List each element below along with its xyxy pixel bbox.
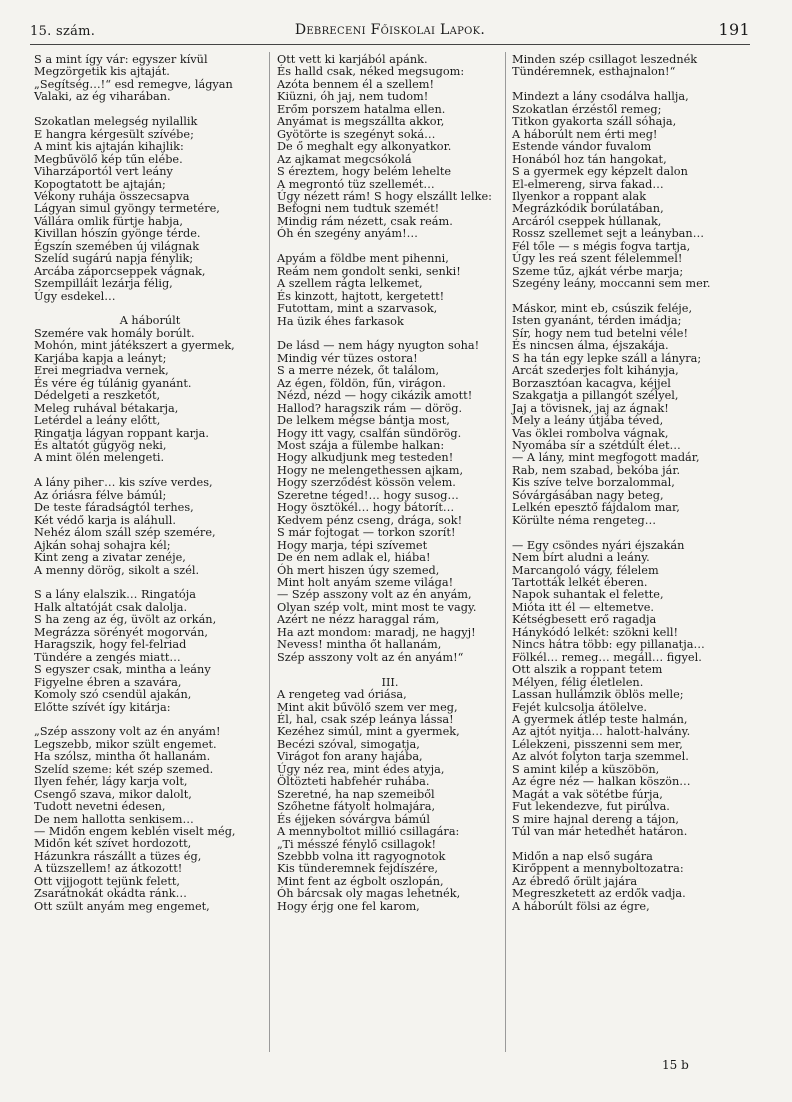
- poem-line: Nézd, nézd — hogy cikázik amott!: [277, 389, 473, 403]
- poem-line: Óh mert hiszen úgy szemed,: [277, 563, 440, 577]
- poem-line: S ha tán egy lepke száll a lányra;: [512, 351, 702, 365]
- poem-line: Midőn a nap első sugára: [512, 849, 653, 863]
- column-divider: [505, 52, 506, 1052]
- poem-line: Öltözteti habfehér ruhába.: [277, 775, 430, 789]
- poem-line: Kezéhez simúl, mint a gyermek,: [277, 725, 460, 739]
- poem-line: Szokatlan melegség nyilallik: [34, 115, 198, 129]
- poem-line: A mint kis ajtaján kihajlik:: [34, 140, 184, 154]
- poem-line: Rab, nem szabad, bekóba jár.: [512, 463, 681, 477]
- poem-line: Szempilláit lezárja félig,: [34, 277, 173, 291]
- poem-line: Valaki, az ég viharában.: [34, 90, 171, 104]
- poem-line: Kivillan hószín gyönge térde.: [34, 227, 201, 241]
- poem-line: Meleg ruhával bétakarja,: [34, 401, 179, 415]
- poem-line: És altatót gügyög neki,: [34, 439, 167, 453]
- poem-line: Ott vijjogott tejünk felett,: [34, 874, 180, 888]
- poem-line: És vére ég túlánig gyanánt.: [34, 376, 192, 390]
- poem-line: „Ti mésszé fénylő csillagok!: [277, 837, 437, 851]
- poem-line: — Midőn engem keblén viselt még,: [34, 825, 236, 839]
- poem-line: S a merre nézek, őt találom,: [277, 364, 440, 378]
- poem-line: Ha szólsz, mintha őt hallanám.: [34, 750, 211, 764]
- poem-line: Olyan szép volt, mint most te vagy.: [277, 600, 477, 614]
- poem-line: S egyszer csak, mintha a leány: [34, 663, 211, 677]
- poem-line: Tartották lelkét éberen.: [512, 575, 648, 589]
- poem-line: El-elmereng, sirva fakad…: [512, 177, 664, 191]
- poem-line: Ha üzik éhes farkasok: [277, 314, 404, 328]
- poem-line: Szakgatja a pillangót szélyel,: [512, 389, 679, 403]
- poem-line: Azóta bennem él a szellem!: [277, 77, 435, 91]
- poem-line: Titkon gyakorta száll sóhaja,: [512, 115, 677, 129]
- poem-line: Szelíd szeme: két szép szemed.: [34, 762, 214, 776]
- poem-line: Nincs hátra több: egy pillanatja…: [512, 638, 705, 652]
- poem-line: Nyomába sír a szétdúlt élet…: [512, 439, 681, 453]
- poem-line: S a mint így vár: egyszer kívül: [34, 53, 208, 66]
- poem-line: Lassan hullámzik öblös melle;: [512, 688, 684, 702]
- poem-line: Ringatja lágyan roppant karja.: [34, 426, 209, 440]
- poem-line: Apyám a földbe ment pihenni,: [277, 252, 449, 266]
- poem-line: Szeretné, ha nap szemeiből: [277, 787, 435, 801]
- poem-line: Hánykódó lelkét: szökni kell!: [512, 625, 679, 639]
- poem-line: Tudott nevetni édesen,: [34, 800, 166, 814]
- poem-line: De lásd — nem hágy nyugton soha!: [277, 339, 480, 353]
- poem-line: Lelkén epesztő fájdalom mar,: [512, 501, 680, 515]
- poem-line: Az óriásra félve bámúl;: [34, 488, 167, 502]
- poem-line: Hogy ösztökél… hogy bátorít…: [277, 501, 455, 515]
- poem-line: Úgy néz rea, mint édes atyja,: [277, 762, 445, 776]
- poem-line: Szeme tűz, ajkát vérbe marja;: [512, 264, 684, 278]
- poem-line: Komoly szó csendül ajakán,: [34, 688, 192, 702]
- poem-line: Arcáról cseppek húllanak,: [512, 214, 662, 228]
- poem-line: És nincsen álma, éjszakája.: [512, 339, 669, 353]
- stanza-break: [512, 527, 748, 539]
- poem-line: Szemére vak homály borúlt.: [34, 326, 195, 340]
- poem-line: Mindezt a lány csodálva hallja,: [512, 90, 689, 104]
- poem-line: Megzörgetik kis ajtaját.: [34, 65, 170, 79]
- poem-line: S a lány elalszik… Ringatója: [34, 588, 196, 602]
- poem-line: Ha azt mondom: maradj, ne hagyj!: [277, 625, 476, 639]
- poem-line: A szellem rágta lelkemet,: [277, 277, 423, 291]
- poem-line: Ott vett ki karjából apánk.: [277, 53, 428, 66]
- poem-line: A mint ölén melengeti.: [34, 451, 165, 465]
- poem-line: Óh bárcsak oly magas lehetnék,: [277, 887, 461, 901]
- poem-line: De lelkem mégse bántja most,: [277, 414, 450, 428]
- poem-line: Mint akit bűvölő szem ver meg,: [277, 700, 458, 714]
- poem-line: Kedvem pénz cseng, drága, sok!: [277, 513, 463, 527]
- poem-line: Zsarátnokát okádta ránk…: [34, 887, 187, 901]
- poem-line: Nehéz álom száll szép szemére,: [34, 526, 216, 540]
- poem-line: Estende vándor fuvalom: [512, 140, 652, 154]
- poem-line: Honából hoz tán hangokat,: [512, 152, 667, 166]
- poem-line: Házunkra rászállt a tüzes ég,: [34, 849, 202, 863]
- poem-line: Rossz szellemet sejt a leányban…: [512, 227, 704, 241]
- poem-line: A menny dörög, sikolt a szél.: [34, 563, 200, 577]
- poem-line: Mint fent az égbolt oszlopán,: [277, 874, 444, 888]
- poem-line: Gyötörte is szegényt soká…: [277, 127, 436, 141]
- poem-line: Szeretne téged!… hogy susog…: [277, 488, 459, 502]
- poem-line: Napok suhantak el felette,: [512, 588, 664, 602]
- poem-line: Reám nem gondolt senki, senki!: [277, 264, 461, 278]
- poem-line: Ott alszik a roppant tetem: [512, 663, 663, 677]
- poem-line: S a gyermek egy képzelt dalon: [512, 165, 688, 179]
- poem-line: Fejét kulcsolja átölelve.: [512, 700, 647, 714]
- poem-line: És kinzott, hajtott, kergetett!: [277, 289, 445, 303]
- poem-line: A megrontó tüz szellemét…: [277, 177, 435, 191]
- poem-line: Tündéremnek, esthajnalon!“: [512, 65, 676, 79]
- poem-line: Tündére a zengés miatt…: [34, 650, 181, 664]
- poem-line: Kétségbesett erő ragadja: [512, 613, 657, 627]
- poem-line: És halld csak, néked megsugom:: [277, 65, 465, 79]
- poem-line: A háborúlt fölsi az égre,: [512, 899, 650, 913]
- poem-line: Az ajtót nyitja… halott-halvány.: [512, 725, 691, 739]
- poem-line: Arcába záporcseppek vágnak,: [34, 264, 206, 278]
- poem-line: Előtte szívét így kitárja:: [34, 700, 171, 714]
- poem-line: Erőm porszem hatalma ellen.: [277, 102, 446, 116]
- poem-line: Figyelne ébren a szavára,: [34, 675, 182, 689]
- poem-line: Mindig rám nézett, csak reám.: [277, 214, 453, 228]
- page-header: [30, 18, 750, 45]
- poem-line: „Szép asszony volt az én anyám!: [34, 725, 221, 739]
- journal-title: Debreceni Főiskolai Lapok.: [294, 22, 486, 38]
- poem-line: Az égen, földön, fűn, virágon.: [277, 376, 446, 390]
- printer-signature: 15 b: [662, 1058, 689, 1072]
- poem-line: A lány pihег… kis szíve verdes,: [34, 476, 213, 490]
- poem-line: Midőn két szívet hordozott,: [34, 837, 192, 851]
- poem-line: A mennyboltot millió csillagára:: [277, 825, 460, 839]
- poem-line: Az ébredő őrült jajára: [512, 874, 638, 888]
- poem-line: Hogy itt vagy, csalfán sündörög.: [277, 426, 462, 440]
- text-column-2: [277, 54, 503, 913]
- poem-line: De nem hallotta senkisem…: [34, 812, 194, 826]
- poem-line: Úgy les reá szent félelemmel!: [512, 252, 683, 266]
- poem-line: Hogy alkudjunk meg testeden!: [277, 451, 454, 465]
- poem-line: Megrázkódik borúlatában,: [512, 202, 664, 216]
- poem-line: A háborúlt nem érti meg!: [512, 127, 658, 141]
- poem-line: Hogy szerződést kössön velem.: [277, 476, 456, 490]
- poem-line: Szebbb volna itt ragyognotok: [277, 849, 446, 863]
- poem-line: Halk altatóját csak dalolja.: [34, 600, 188, 614]
- poem-line: — Szép asszony volt az én anyám,: [277, 588, 472, 602]
- poem-line: Az ajkamat megcsókolá: [277, 152, 412, 166]
- poem-line: Erei megriadva vernek,: [34, 364, 169, 378]
- poem-line: Lélekzeni, pisszenni sem mer,: [512, 737, 683, 751]
- poem-line: A tüzszellem! az átkozott!: [34, 862, 183, 876]
- poem-line: A rengeteg vad óriása,: [277, 688, 407, 702]
- poem-line: Szép asszony volt az én anyám!“: [277, 650, 464, 664]
- poem-line: A háborúlt: [119, 314, 181, 328]
- poem-line: — Egy csöndes nyári éjszakán: [512, 538, 685, 552]
- poem-line: Ilyen fehér, lágy karja volt,: [34, 775, 188, 789]
- poem-line: Mint holt anyám szeme világa!: [277, 576, 454, 589]
- poem-line: Két védő karja is aláhull.: [34, 513, 176, 527]
- poem-line: Mohón, mint játékszert a gyermek,: [34, 339, 235, 353]
- poem-line: Fölkél… remeg… megáll… figyel.: [512, 650, 702, 664]
- issue-number: 15. szám.: [30, 24, 96, 39]
- poem-line: Csengő szava, mikor dalolt,: [34, 787, 192, 801]
- poem-line: Befogni nem tudtuk szemét!: [277, 202, 440, 216]
- text-column-1: [34, 54, 266, 913]
- poem-line: Virágot fon arany hajába,: [277, 750, 423, 764]
- poem-line: Becézi szóval, simogatja,: [277, 737, 420, 751]
- poem-line: Szelíd sugárú napja fénylik;: [34, 252, 194, 266]
- poem-line: III.: [381, 675, 399, 689]
- poem-line: „Segítség…!“ esd remegve, lágyan: [34, 77, 233, 91]
- poem-line: Kiüzni, óh jaj, nem tudom!: [277, 90, 429, 104]
- poem-line: Úgy esdekel…: [34, 289, 116, 303]
- poem-line: S már fojtogat — torkon szorít!: [277, 526, 456, 540]
- poem-line: Túl van már hetedhét határon.: [512, 825, 688, 839]
- poem-line: Anyámat is megszállta akkor,: [277, 115, 445, 129]
- poem-line: Letérdel a leány előtt,: [34, 414, 161, 428]
- poem-line: Karjába kapja a leányt;: [34, 351, 167, 365]
- poem-line: Azért ne nézz haraggal rám,: [277, 613, 440, 627]
- poem-line: Szokatlan érzéstől remeg;: [512, 102, 662, 116]
- poem-line: S amint kilép a küszöbön,: [512, 762, 660, 776]
- poem-line: S éreztem, hogy belém lehelte: [277, 165, 452, 179]
- poem-line: Hallod? haragszik rám — dörög.: [277, 401, 463, 415]
- poem-line: Sír, hogy nem tud betelni véle!: [512, 326, 689, 340]
- poem-line: Nem bírt aludni a leány.: [512, 551, 650, 565]
- poem-line: Máskor, mint eb, csúszik feléje,: [512, 302, 693, 316]
- poem-line: Nevess! mintha őt hallanám,: [277, 638, 442, 652]
- poem-line: Dédelgeti a reszketőt,: [34, 389, 161, 403]
- poem-line: Kirőppent a mennyboltozatra:: [512, 862, 684, 876]
- poem-line: Szőhetne fátyolt holmajára,: [277, 800, 436, 814]
- poem-line: Óh én szegény anyám!…: [277, 227, 418, 241]
- poem-line: Viharzáportól vert leány: [34, 165, 173, 179]
- poem-line: S mire hajnal dereng a tájon,: [512, 812, 679, 826]
- poem-line: Körülte néma rengeteg…: [512, 513, 657, 527]
- poem-line: Mióta itt él — eltemetve.: [512, 600, 655, 614]
- poem-line: Sóvárgásában nagy beteg,: [512, 488, 664, 502]
- poem-line: Fut lekendezve, fut pirúlva.: [512, 800, 670, 814]
- poem-line: Legszebb, mikor szült engemet.: [34, 737, 217, 751]
- poem-line: Isten gyanánt, térden imádja;: [512, 314, 682, 328]
- poem-line: Megrázza sörényét mogorván,: [34, 625, 208, 639]
- poem-line: Kint zeng a zivatar zenéje,: [34, 551, 186, 565]
- poem-line: Futottam, mint a szarvasok,: [277, 302, 438, 316]
- poem-line: Az alvót folyton tarja szemmel.: [512, 750, 689, 764]
- poem-line: Vékony ruhája összecsapva: [34, 189, 190, 203]
- poem-line: Kis szíve telve borzalommal,: [512, 476, 675, 490]
- poem-line: Lágyan simul gyöngy termetére,: [34, 202, 220, 216]
- poem-line: Szegény leány, moccanni sem mer.: [512, 277, 711, 291]
- poem-line: Az égre néz — halkan köszön…: [512, 775, 691, 789]
- page-number: 191: [718, 20, 750, 39]
- poem-line: És éjjeken sóvárgva bámúl: [277, 812, 431, 826]
- poem-line: Magát a vak sötétbe fúrja,: [512, 787, 663, 801]
- poem-line: Mindig vér tüzes ostora!: [277, 351, 418, 365]
- poem-line: Kopogtatott be ajtaján;: [34, 177, 166, 191]
- poem-line: Marcangoló vágy, félelem: [512, 563, 659, 577]
- poem-line: De ő meghalt egy alkonyatkor.: [277, 140, 452, 154]
- poem-line: Mélyen, félig életlelen.: [512, 675, 644, 689]
- poem-line: A gyermek átlép teste halmán,: [512, 712, 688, 726]
- poem-line: Vas öklei rombolva vágnak,: [512, 426, 669, 440]
- poem-line: Megreszketett az erdők vadja.: [512, 887, 686, 901]
- poem-line: Ott szült anyám meg engemet,: [34, 899, 210, 913]
- poem-line: E hangra kérgesült szívébe;: [34, 127, 194, 141]
- poem-line: Mely a leány útjába téved,: [512, 414, 664, 428]
- poem-line: Égszín szemében új világnak: [34, 239, 200, 253]
- poem-line: Vállára omlik fürtje habja,: [34, 214, 183, 228]
- poem-line: Kis tünderemnek fejdíszére,: [277, 862, 438, 876]
- column-divider: [269, 52, 270, 1052]
- poem-line: De én nem adlak el, hiába!: [277, 551, 431, 565]
- poem-line: Fél tőle — s mégis fogva tartja,: [512, 239, 691, 253]
- text-column-3: [512, 54, 748, 913]
- poem-line: Ilyenkor a roppant alak: [512, 189, 647, 203]
- poem-line: De teste fáradságtól terhes,: [34, 501, 194, 515]
- poem-line: Haragszik, hogy fel-felriad: [34, 638, 187, 652]
- poem-line: Jaj a tövisnek, jaj az ágnak!: [512, 401, 669, 415]
- poem-line: Ajkán sohaj sohajra kél;: [34, 538, 171, 552]
- stanza-break: [277, 664, 503, 676]
- poem-line: Minden szép csillagot leszednék: [512, 53, 698, 66]
- poem-line: Hogy érjg one fel karom,: [277, 899, 420, 913]
- poem-line: Hogy ne melengethessen ajkam,: [277, 463, 464, 477]
- poem-line: — A lány, mint megfogott madár,: [512, 451, 700, 465]
- poem-line: S ha zeng az ég, üvölt az orkán,: [34, 613, 217, 627]
- poem-line: Borzasztóan kacagva, kéjjel: [512, 376, 671, 390]
- poem-line: Hogy marja, tépi szívemet: [277, 538, 428, 552]
- poem-line: Arcát szederjes folt kihányja,: [512, 364, 679, 378]
- poem-line: Megbűvölő kép tűn elébe.: [34, 152, 183, 166]
- poem-line: Most szája a fülembe halkan:: [277, 439, 445, 453]
- poem-line: Él, hal, csak szép leánya lássa!: [277, 712, 454, 726]
- poem-line: Úgy nézett rám! S hogy elszállt lelke:: [277, 189, 492, 203]
